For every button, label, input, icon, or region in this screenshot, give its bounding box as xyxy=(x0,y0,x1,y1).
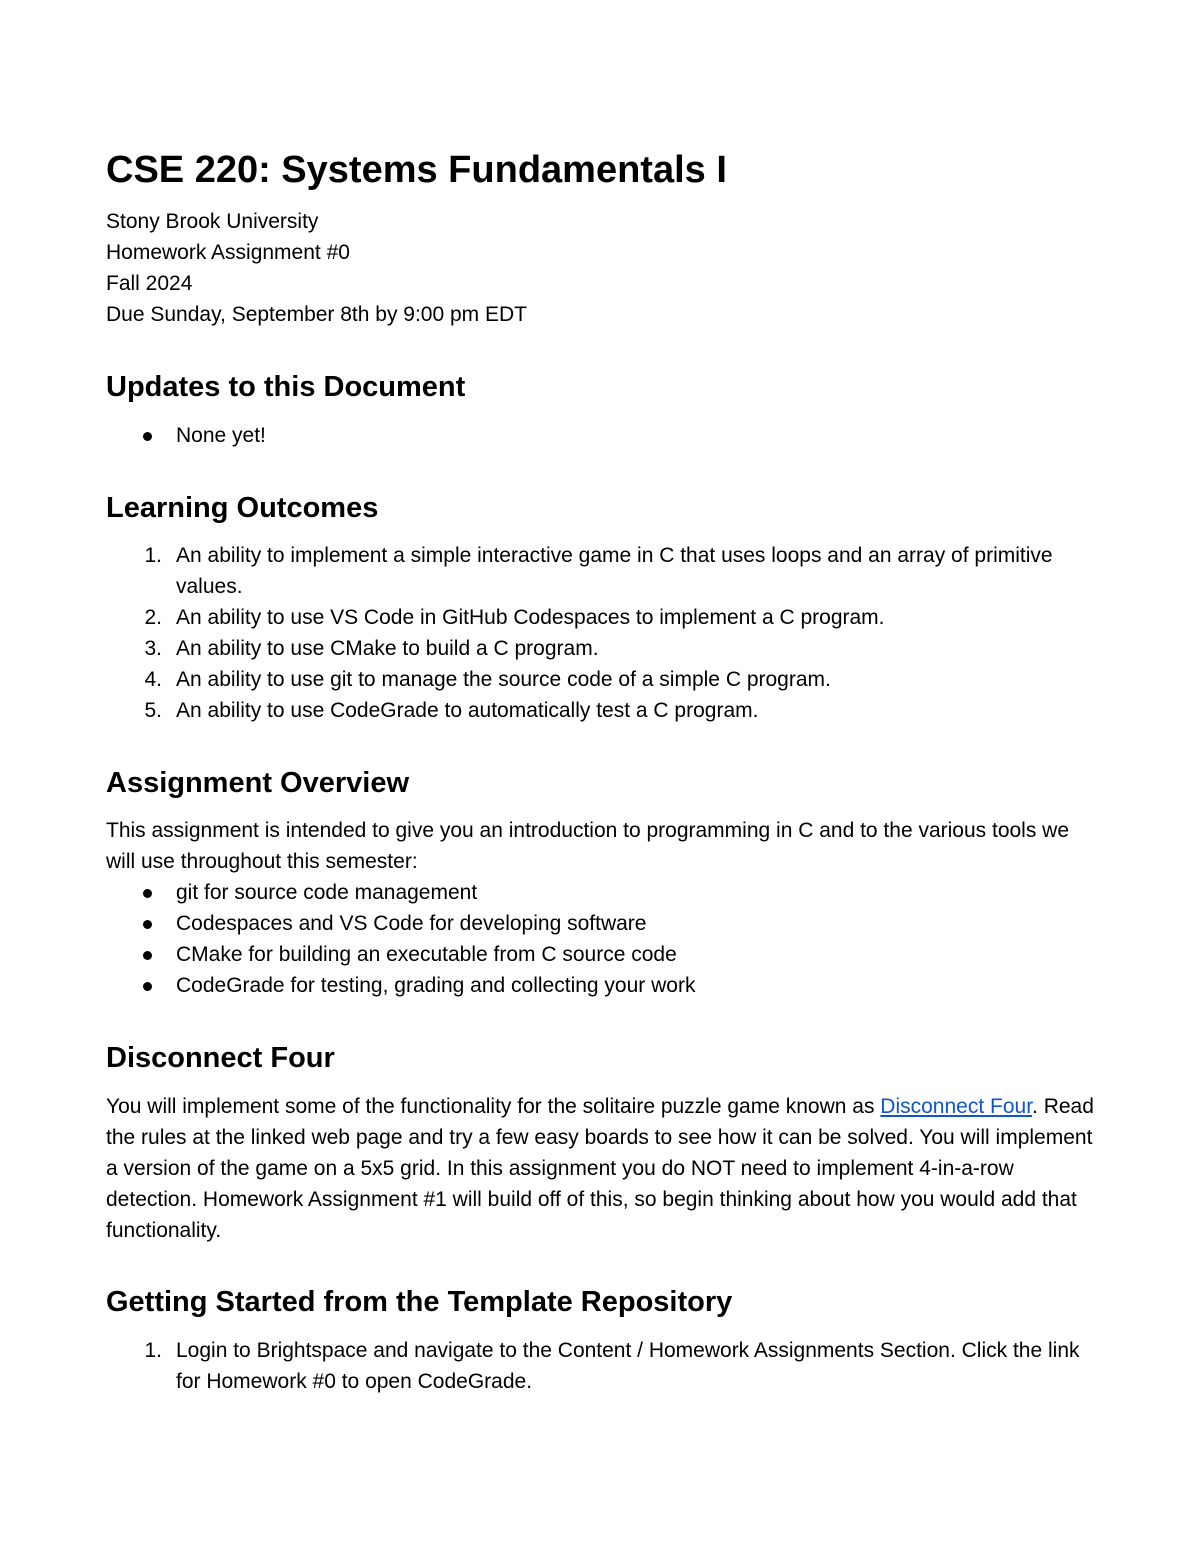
disconnect-four-link[interactable]: Disconnect Four xyxy=(880,1095,1033,1118)
meta-university: Stony Brook University xyxy=(106,210,319,233)
list-item xyxy=(106,664,1101,695)
updates-list xyxy=(106,420,1101,451)
list-number: 5. xyxy=(144,699,162,722)
disconnect-four-paragraph xyxy=(106,1091,1101,1246)
list-item-text: An ability to use VS Code in GitHub Codespaces to implement a C program. xyxy=(176,606,885,629)
list-number: 3. xyxy=(144,637,162,660)
list-item-text: An ability to implement a simple interactive game in C that uses loops and an array of primitive values. xyxy=(176,544,1053,598)
list-item-text: CMake for building an executable from C source code xyxy=(176,943,677,966)
assignment-overview-heading: Assignment Overview xyxy=(106,767,409,799)
document-meta xyxy=(106,206,527,330)
overview-tools-list xyxy=(106,877,1101,1001)
list-item-text: CodeGrade for testing, grading and collecting your work xyxy=(176,974,696,997)
list-item xyxy=(106,695,1101,726)
updates-heading: Updates to this Document xyxy=(106,371,466,403)
list-item xyxy=(106,970,1101,1001)
bullet-icon xyxy=(143,889,152,898)
list-item-text: An ability to use git to manage the source code of a simple C program. xyxy=(176,668,831,691)
list-item xyxy=(106,540,1101,602)
list-item xyxy=(106,633,1101,664)
list-item-text: Codespaces and VS Code for developing software xyxy=(176,912,647,935)
bullet-icon xyxy=(143,982,152,991)
document-title: CSE 220: Systems Fundamentals I xyxy=(106,149,727,191)
list-number: 2. xyxy=(144,606,162,629)
list-number: 1. xyxy=(144,544,162,567)
list-item xyxy=(106,908,1101,939)
list-item xyxy=(106,420,1101,451)
bullet-icon xyxy=(143,920,152,929)
list-item-text: An ability to use CMake to build a C program. xyxy=(176,637,599,660)
bullet-icon xyxy=(143,951,152,960)
learning-outcomes-list xyxy=(106,540,1101,726)
list-number: 1. xyxy=(144,1339,162,1362)
list-item xyxy=(106,602,1101,633)
disconnect-four-heading: Disconnect Four xyxy=(106,1042,335,1074)
list-item xyxy=(106,939,1101,970)
getting-started-list xyxy=(106,1335,1101,1397)
meta-assignment: Homework Assignment #0 xyxy=(106,241,350,264)
paragraph-text: . Read the rules at the linked web page and try a few easy boards to see how it can be solved. You will implement a version of the game on a 5x5 grid. In this assignment you do NOT need to implement 4-in-a-row detection. Homework Assignment #1 will build off of this, so begin thinking about how you would add that functionality. xyxy=(106,1095,1094,1242)
getting-started-heading: Getting Started from the Template Repository xyxy=(106,1286,733,1318)
list-item-text: An ability to use CodeGrade to automatically test a C program. xyxy=(176,699,759,722)
meta-due-date: Due Sunday, September 8th by 9:00 pm EDT xyxy=(106,303,528,326)
list-item xyxy=(106,1335,1101,1397)
list-number: 4. xyxy=(144,668,162,691)
list-item-text: git for source code management xyxy=(176,881,478,904)
list-item-text: None yet! xyxy=(176,424,266,447)
paragraph-text: You will implement some of the functionality for the solitaire puzzle game known as xyxy=(106,1095,881,1118)
list-item xyxy=(106,877,1101,908)
list-item-text: Login to Brightspace and navigate to the Content / Homework Assignments Section. Click the link for Homework #0 to open CodeGrade. xyxy=(176,1339,1080,1393)
learning-outcomes-heading: Learning Outcomes xyxy=(106,492,379,524)
meta-term: Fall 2024 xyxy=(106,272,193,295)
bullet-icon xyxy=(143,432,152,441)
overview-intro: This assignment is intended to give you an introduction to programming in C and to the various tools we will use throughout this semester: xyxy=(106,819,1070,873)
